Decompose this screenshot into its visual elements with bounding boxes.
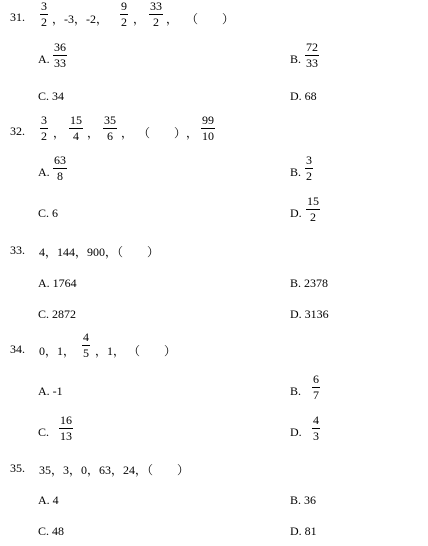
option-b-fraction: 72 33 (306, 40, 318, 70)
option-c: C. 2872 (38, 307, 77, 321)
stem-text: ，1， (95, 344, 126, 358)
fraction: 9 2 (121, 0, 127, 29)
fraction: 99 10 (202, 113, 214, 143)
option-a-label: A. (38, 52, 50, 66)
option-b-label: B. (290, 165, 302, 179)
question-number: 33. (10, 243, 25, 257)
stem-text: 35，3，0，63，24，（ ） (39, 463, 190, 477)
option-d-label: D. (290, 425, 302, 439)
stem-text: 0，1， (39, 344, 76, 358)
stem-text: ， (121, 126, 134, 140)
option-d-label: D. (290, 206, 302, 220)
answer-blank: （ ） (128, 344, 177, 358)
question-number: 34. (10, 342, 25, 356)
fraction: 4 5 (83, 330, 89, 360)
answer-blank: （ ） (186, 12, 235, 26)
option-b-label: B. (290, 384, 302, 398)
option-c: C. 6 (38, 206, 59, 220)
option-c: C. 48 (38, 524, 65, 538)
option-d: D. 81 (290, 524, 317, 538)
option-a: A. 1764 (38, 276, 77, 290)
option-a: A. -1 (38, 384, 63, 398)
stem-text: ， (166, 12, 179, 26)
fraction: 33 2 (150, 0, 162, 29)
stem-text: ， (133, 12, 146, 26)
fraction: 3 2 (41, 113, 47, 143)
stem-text: ， (87, 126, 100, 140)
option-a: A. 4 (38, 493, 59, 507)
stem-text: ， (53, 126, 66, 140)
fraction: 35 6 (104, 113, 116, 143)
stem-text: 4，144，900，（ ） (39, 245, 160, 259)
option-b-label: B. (290, 52, 302, 66)
question-number: 32. (10, 124, 25, 138)
option-b: B. 2378 (290, 276, 329, 290)
option-b-fraction: 3 2 (306, 153, 312, 183)
answer-blank: （ ） (138, 126, 187, 140)
question-number: 31. (10, 10, 25, 24)
fraction: 3 2 (41, 0, 47, 29)
option-b-fraction: 6 7 (313, 372, 319, 402)
fraction: 15 4 (70, 113, 82, 143)
question-number: 35. (10, 461, 25, 475)
option-a-label: A. (38, 165, 50, 179)
option-d-fraction: 15 2 (307, 194, 319, 224)
option-c-label: C. (38, 425, 50, 439)
option-d-fraction: 4 3 (313, 413, 319, 443)
stem-text: ，-3，-2， (52, 12, 108, 26)
option-b: B. 36 (290, 493, 317, 507)
stem-text: ， (186, 126, 199, 140)
option-c-fraction: 16 13 (60, 413, 72, 443)
option-c: C. 34 (38, 89, 65, 103)
option-d: D. 3136 (290, 307, 329, 321)
option-d: D. 68 (290, 89, 317, 103)
option-a-fraction: 36 33 (54, 40, 66, 70)
option-a-fraction: 63 8 (54, 153, 66, 183)
